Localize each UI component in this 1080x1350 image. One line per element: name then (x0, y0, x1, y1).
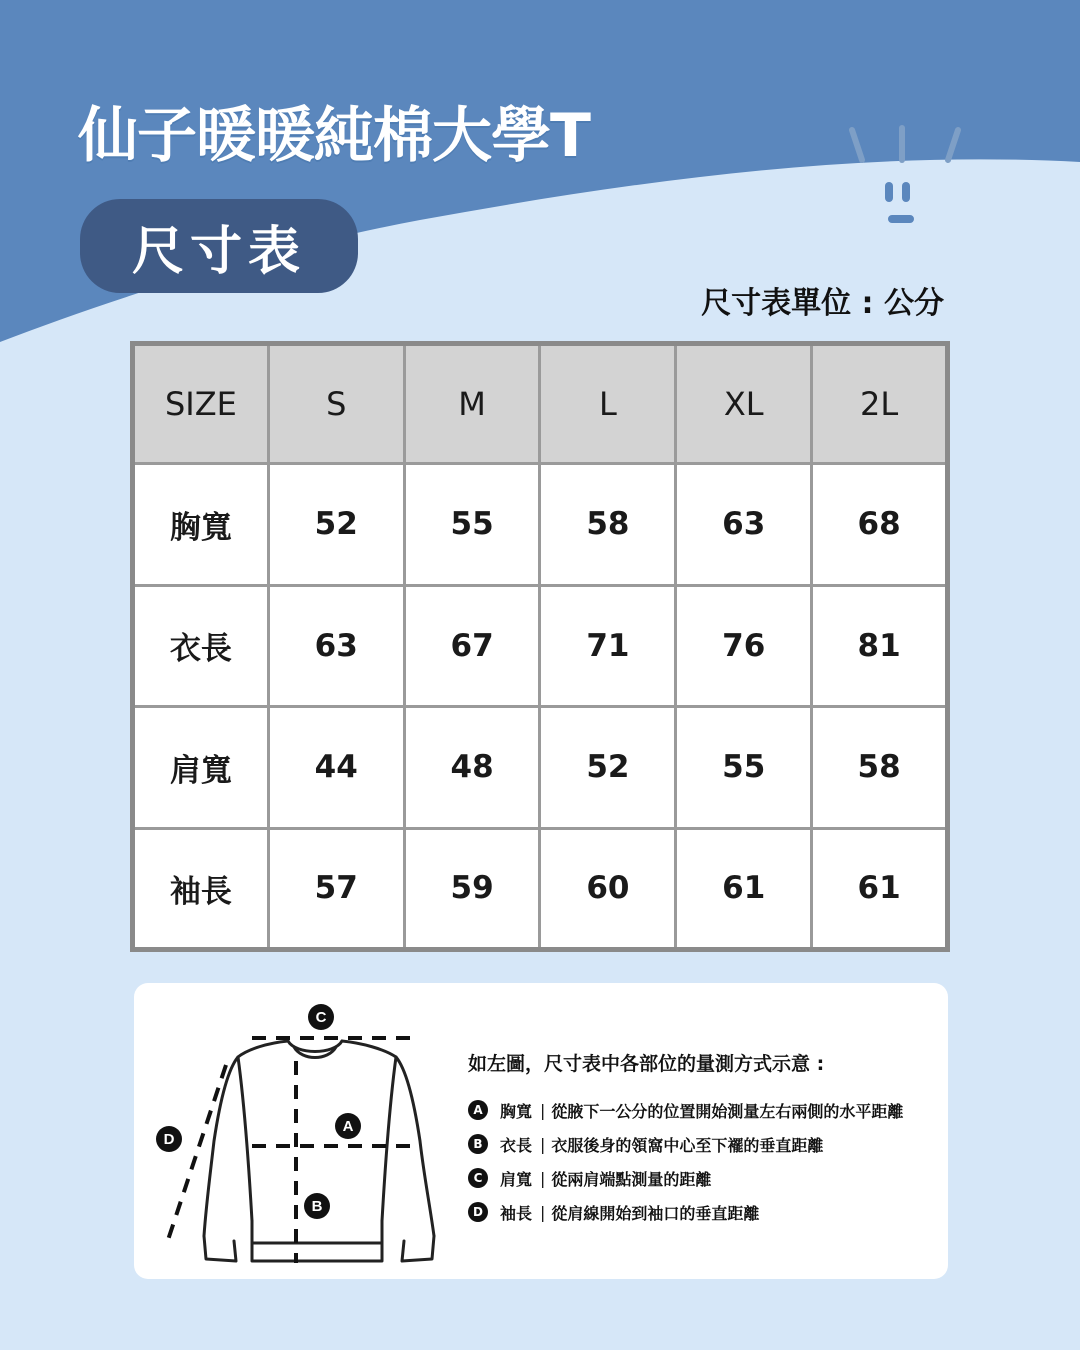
row-label: 袖長 (133, 828, 269, 950)
list-item (468, 1195, 903, 1229)
unit-note: 尺寸表單位 : 公分 (701, 286, 944, 321)
guide-item-desc: 從腋下一公分的位置開始測量左右兩側的水平距離 (551, 1101, 904, 1121)
table-row (133, 828, 948, 950)
table-cell: 61 (676, 828, 812, 950)
marker-b-label: B (311, 1198, 323, 1215)
table-row (133, 464, 948, 586)
table-cell: 48 (404, 707, 540, 829)
marker-b (304, 1193, 330, 1219)
table-cell: 63 (268, 585, 404, 707)
badge-a: A (468, 1100, 488, 1120)
guide-item-desc: 衣服後身的領窩中心至下襬的垂直距離 (551, 1135, 824, 1155)
badge-d: D (468, 1202, 488, 1222)
table-cell: 68 (812, 464, 948, 586)
guide-item-name: 胸寬 (500, 1101, 533, 1121)
mascot-bunny-icon (840, 120, 970, 230)
table-header-row (133, 344, 948, 464)
row-label: 肩寬 (133, 707, 269, 829)
column-header: M (404, 344, 540, 464)
column-header: S (268, 344, 404, 464)
badge-b: B (468, 1134, 488, 1154)
guide-item-desc: 從兩肩端點測量的距離 (551, 1169, 712, 1189)
size-table (130, 341, 950, 952)
sweatshirt-diagram-icon (148, 991, 458, 1273)
separator: | (540, 1100, 546, 1120)
marker-c-label: C (315, 1009, 327, 1026)
size-chart-badge (80, 199, 358, 293)
table-cell: 63 (676, 464, 812, 586)
guide-item-name: 肩寬 (500, 1169, 533, 1189)
column-header: XL (676, 344, 812, 464)
table-cell: 59 (404, 828, 540, 950)
column-header: L (540, 344, 676, 464)
table-cell: 44 (268, 707, 404, 829)
table-cell: 52 (268, 464, 404, 586)
table-cell: 58 (540, 464, 676, 586)
guide-item-name: 衣長 (500, 1135, 533, 1155)
page-title: 仙子暖暖純棉大學T (78, 101, 590, 171)
row-label: 衣長 (133, 585, 269, 707)
list-item (468, 1161, 903, 1195)
table-cell: 55 (404, 464, 540, 586)
table-cell: 67 (404, 585, 540, 707)
table-row (133, 707, 948, 829)
marker-d (156, 1126, 182, 1152)
table-row (133, 585, 948, 707)
list-item (468, 1127, 903, 1161)
marker-c (308, 1004, 334, 1030)
separator: | (540, 1202, 546, 1222)
list-item (468, 1093, 903, 1127)
guide-title: 如左圖，尺寸表中各部位的量測方式示意 : (468, 1053, 825, 1075)
column-header: 2L (812, 344, 948, 464)
table-cell: 81 (812, 585, 948, 707)
measurement-guide-card (134, 983, 948, 1279)
table-cell: 58 (812, 707, 948, 829)
guide-item-desc: 從肩線開始到袖口的垂直距離 (551, 1203, 760, 1223)
column-header: SIZE (133, 344, 269, 464)
marker-a (335, 1113, 361, 1139)
guide-item-name: 袖長 (500, 1203, 533, 1223)
size-chart-badge-label: 尺寸表 (131, 221, 306, 282)
table-cell: 57 (268, 828, 404, 950)
marker-a-label: A (342, 1118, 354, 1135)
table-cell: 60 (540, 828, 676, 950)
marker-d-label: D (163, 1131, 175, 1148)
separator: | (540, 1168, 546, 1188)
guide-list (468, 1093, 903, 1229)
badge-c: C (468, 1168, 488, 1188)
separator: | (540, 1134, 546, 1154)
table-cell: 61 (812, 828, 948, 950)
table-cell: 71 (540, 585, 676, 707)
row-label: 胸寬 (133, 464, 269, 586)
table-cell: 76 (676, 585, 812, 707)
table-cell: 52 (540, 707, 676, 829)
table-cell: 55 (676, 707, 812, 829)
